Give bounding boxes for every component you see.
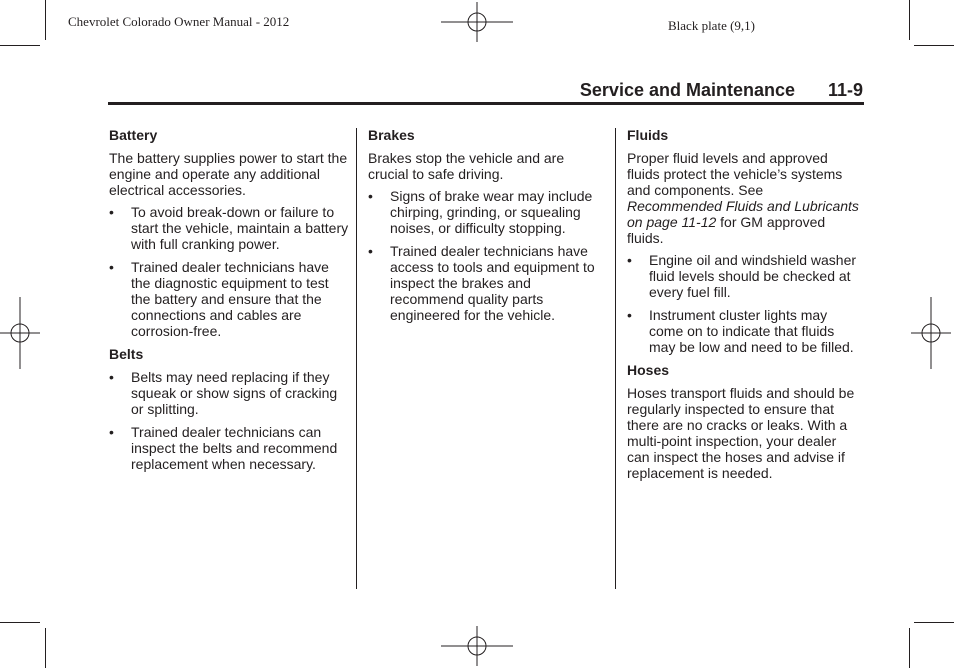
list-item: • To avoid break-down or failure to start the vehicle, maintain a battery with full cranking power.: [109, 204, 349, 252]
battery-list: [109, 204, 349, 339]
crop-mark: [909, 628, 910, 668]
list-item: • Signs of brake wear may include chirping, grinding, or squealing noises, or difficulty stopping.: [368, 188, 608, 236]
fluids-text: Proper fluid levels and approved fluids protect the vehicle’s systems and components. See: [627, 150, 843, 198]
registration-mark-icon: [911, 297, 951, 369]
crop-mark: [914, 622, 954, 623]
battery-paragraph: The battery supplies power to start the engine and operate any additional electrical accessories.: [109, 150, 348, 198]
manual-title: Chevrolet Colorado Owner Manual - 2012: [68, 14, 290, 29]
heading-battery: Battery: [109, 127, 158, 143]
cross-reference-link[interactable]: Recommended Fluids and Lubricants on page 11-12: [627, 198, 859, 230]
section-title: Service and Maintenance: [579, 80, 795, 100]
list-item: • Belts may need replacing if they squeak or show signs of cracking or splitting.: [109, 369, 349, 417]
crop-mark: [45, 0, 46, 40]
heading-fluids: Fluids: [627, 127, 669, 143]
registration-mark-icon: [441, 626, 513, 666]
fluids-list: [627, 252, 859, 355]
registration-mark-icon: [0, 297, 40, 369]
crop-mark: [0, 45, 40, 46]
column-2: [368, 127, 608, 330]
brakes-paragraph: Brakes stop the vehicle and are crucial to safe driving.: [368, 150, 565, 182]
heading-hoses: Hoses: [627, 362, 670, 378]
heading-brakes: Brakes: [368, 127, 415, 143]
belts-list: [109, 369, 349, 472]
column-divider: [356, 128, 357, 589]
crop-mark: [914, 45, 954, 46]
crop-mark: [0, 622, 40, 623]
brakes-list: [368, 188, 608, 323]
list-item: • Engine oil and windshield washer fluid levels should be checked at every fuel fill.: [627, 252, 859, 300]
list-item: • Instrument cluster lights may come on to indicate that fluids may be low and need to be filled.: [627, 307, 859, 355]
list-item: • Trained dealer technicians can inspect the belts and recommend replacement when necessary.: [109, 424, 349, 472]
heading-belts: Belts: [109, 346, 144, 362]
header-rule: [108, 102, 864, 105]
registration-mark-icon: [441, 2, 513, 42]
fluids-text: for GM approved fluids.: [627, 214, 826, 246]
fluids-paragraph: [627, 150, 859, 246]
hoses-paragraph: Hoses transport fluids and should be regularly inspected to ensure that there are no cracks or leaks. With a multi-point inspection, your dealer can inspect the hoses and advise if replacement is needed.: [627, 385, 855, 481]
column-3: [627, 127, 859, 487]
crop-mark: [909, 0, 910, 40]
column-1: [109, 127, 349, 479]
list-item: • Trained dealer technicians have access to tools and equipment to inspect the brakes and recommend quality parts engineered for the vehicle.: [368, 243, 608, 323]
crop-mark: [45, 628, 46, 668]
plate-label: Black plate (9,1): [668, 18, 755, 33]
column-divider: [615, 128, 616, 589]
list-item: • Trained dealer technicians have the diagnostic equipment to test the battery and ensure that the connections and cables are corrosion-free.: [109, 259, 349, 339]
page-number: 11-9: [828, 80, 864, 100]
